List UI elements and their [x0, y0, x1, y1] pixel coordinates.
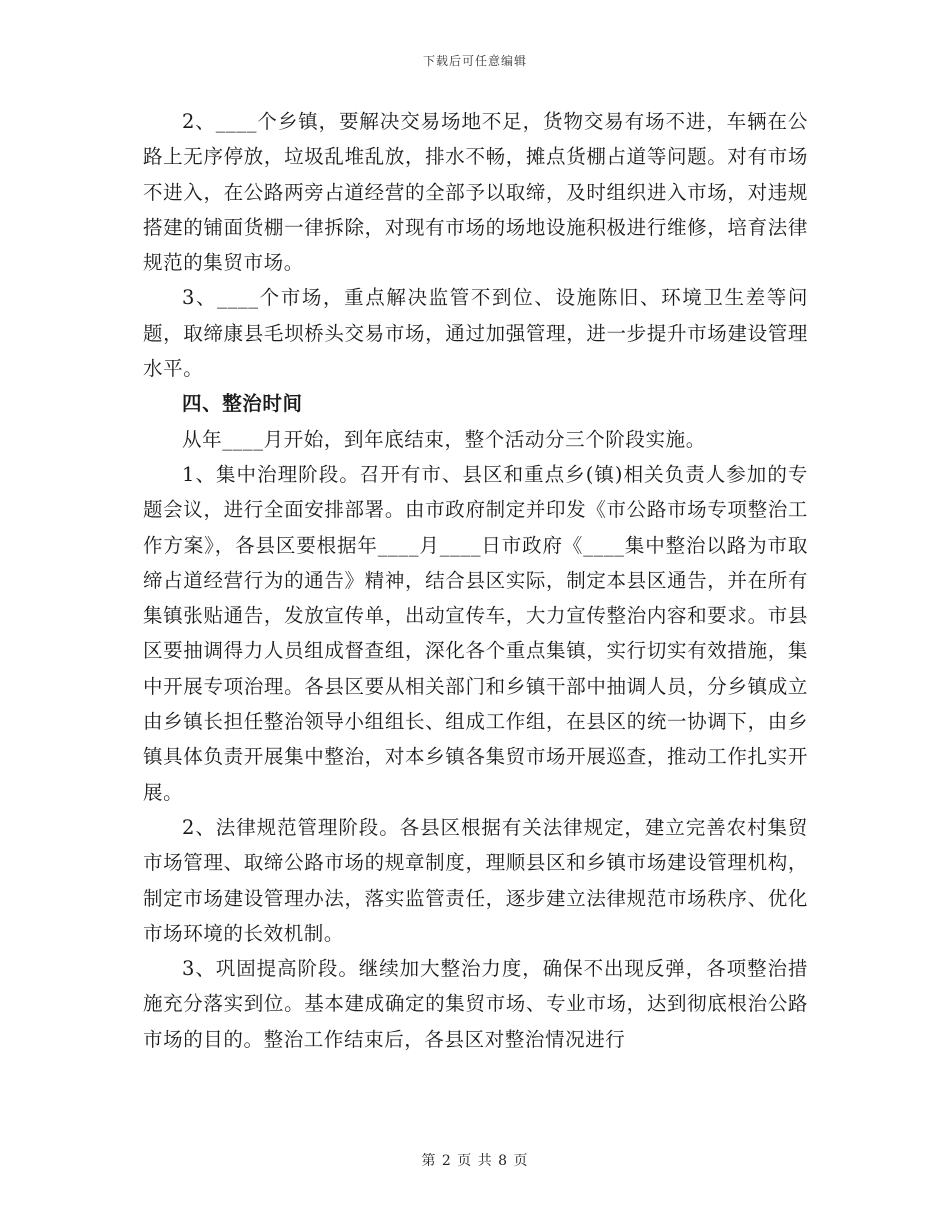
paragraph-item-2: 2、____个乡镇，要解决交易场地不足，货物交易有场不进，车辆在公路上无序停放，垃圾乱堆乱放，排水不畅，摊点货棚占道等问题。对有市场不进入，在公路两旁占道经营的全部予以取缔，及时组织进入市场，对违规搭建的铺面货棚一律拆除，对现有市场的场地设施积极进行维修，培育法律规范的集贸市场。 — [143, 110, 808, 275]
paragraph-phase-3: 3、巩固提高阶段。继续加大整治力度，确保不出现反弹，各项整治措施充分落实到位。基本建成确定的集贸市场、专业市场，达到彻底根治公路市场的目的。整治工作结束后，各县区对整治情况进行 — [143, 957, 808, 1051]
paragraph-item-3: 3、____个市场，重点解决监管不到位、设施陈旧、环境卫生差等问题，取缔康县毛坝桥头交易市场，通过加强管理，进一步提升市场建设管理水平。 — [143, 286, 808, 381]
paragraph-schedule-intro: 从年____月开始，到年底结束，整个活动分三个阶段实施。 — [182, 427, 706, 451]
paragraph-phase-1: 1、集中治理阶段。召开有市、县区和重点乡(镇)相关负责人参加的专题会议，进行全面安排部署。由市政府制定并印发《市公路市场专项整治工作方案》，各县区要根据年____月____日市政府《____集中整治以路为市取缔占道经营行为的通告》精神，结合县区实际，制定本县区通告，并在所有集镇张贴通告，发放宣传单，出动宣传车，大力宣传整治内容和要求。市县区要抽调得力人员组成督查组，深化各个重点集镇，实行切实有效措施，集中开展专项治理。各县区要从相关部门和乡镇干部中抽调人员，分乡镇成立由乡镇长担任整治领导小组组长、组成工作组，在县区的统一协调下，由乡镇具体负责开展集中整治，对本乡镇各集贸市场开展巡查，推动工作扎实开展。 — [143, 462, 808, 804]
page-header: 下载后可任意编辑 — [422, 54, 527, 68]
page-footer: 第 2 页 共 8 页 — [421, 1153, 529, 1169]
section-heading-4: 四、整治时间 — [182, 392, 303, 416]
document-body — [143, 104, 808, 1057]
paragraph-phase-2: 2、法律规范管理阶段。各县区根据有关法律规定，建立完善农村集贸市场管理、取缔公路市场的规章制度，理顺县区和乡镇市场建设管理机构，制定市场建设管理办法，落实监管责任，逐步建立法律规范市场秩序、优化市场环境的长效机制。 — [143, 815, 808, 945]
